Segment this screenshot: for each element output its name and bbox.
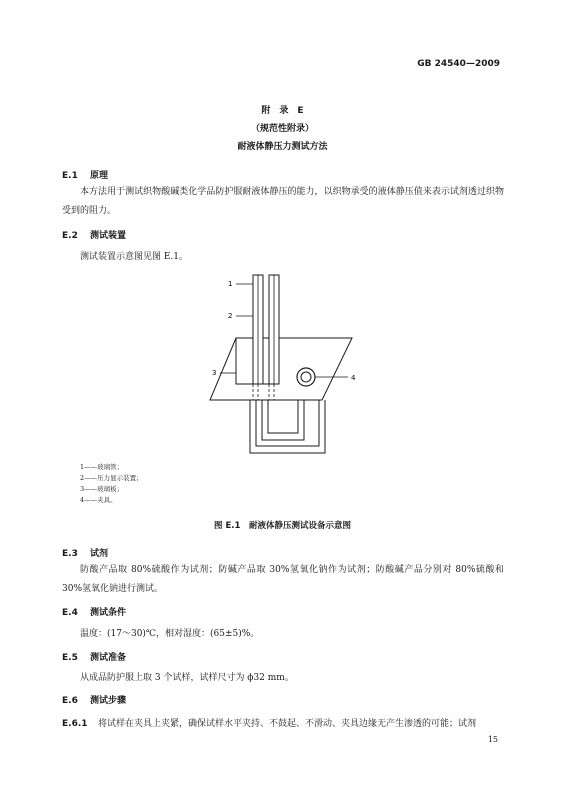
section-e5-heading [62, 650, 126, 663]
legend-item: 3——玻璃板； [80, 485, 124, 493]
callout-2: 2 [228, 312, 233, 320]
section-e1-heading [62, 168, 108, 181]
figure-caption: 图 E.1 耐液体静压测试设备示意图 [214, 521, 351, 531]
section-number: E.2 [62, 231, 78, 241]
section-title: 测试步骤 [90, 696, 127, 706]
reagent-paragraph: 防酸产品取 80%硫酸作为试剂；防碱产品取 30%氢氧化钠作为试剂；防酸碱产品分别对 80%硫酸和 30%氢氧化钠进行测试。 [62, 565, 504, 594]
standard-number: GB 24540—2009 [417, 59, 500, 69]
step-e61 [62, 716, 504, 729]
u-tube-lower [250, 400, 325, 453]
section-number: E.4 [62, 608, 78, 618]
section-number: E.6 [62, 696, 78, 706]
apparatus-paragraph: 测试装置示意图见图 E.1。 [80, 252, 189, 262]
section-title: 原理 [90, 171, 109, 181]
step-text: 将试样在夹具上夹紧，确保试样水平夹持、不鼓起、不滑动、夹具边缘无产生渗透的可能；试剂 [98, 719, 477, 729]
section-e3-heading [62, 546, 108, 559]
callout-4: 4 [351, 374, 356, 382]
preparation-paragraph: 从成品防护服上取 3 个试样，试样尺寸为 ϕ32 mm。 [80, 673, 294, 683]
step-number: E.6.1 [62, 719, 88, 729]
conditions-paragraph: 温度：(17～30)℃，相对湿度：(65±5)%。 [80, 629, 260, 639]
page-number: 15 [487, 735, 498, 744]
section-number: E.1 [62, 171, 78, 181]
glass-plate [210, 338, 352, 400]
clamp-ring-inner [301, 372, 311, 382]
u-tube-inner [262, 400, 304, 440]
appendix-subtitle: （规范性附录） [250, 124, 314, 134]
section-e2-heading [62, 228, 126, 241]
section-title: 测试装置 [90, 231, 127, 241]
callout-1: 1 [228, 280, 233, 288]
principle-paragraph: 本方法用于测试织物酸碱类化学品防护服耐液体静压的能力，以织物承受的液体静压值来表示试剂透过织物受到的阻力。 [62, 187, 504, 216]
section-title: 测试条件 [90, 608, 127, 618]
appendix-title: 附 录 E [261, 106, 304, 116]
legend-item: 4——夹具。 [80, 496, 117, 504]
figure-legend [80, 462, 143, 506]
section-number: E.5 [62, 653, 78, 663]
section-title: 试剂 [90, 549, 109, 559]
callout-3: 3 [212, 369, 217, 377]
appendix-name: 耐液体静压力测试方法 [237, 142, 328, 152]
section-number: E.3 [62, 549, 78, 559]
legend-item: 2——压力显示装置； [80, 474, 143, 482]
section-title: 测试准备 [90, 653, 127, 663]
legend-item: 1——玻璃管； [80, 463, 124, 471]
test-apparatus-diagram [200, 270, 370, 465]
section-e4-heading [62, 605, 126, 618]
section-e6-heading [62, 693, 126, 706]
